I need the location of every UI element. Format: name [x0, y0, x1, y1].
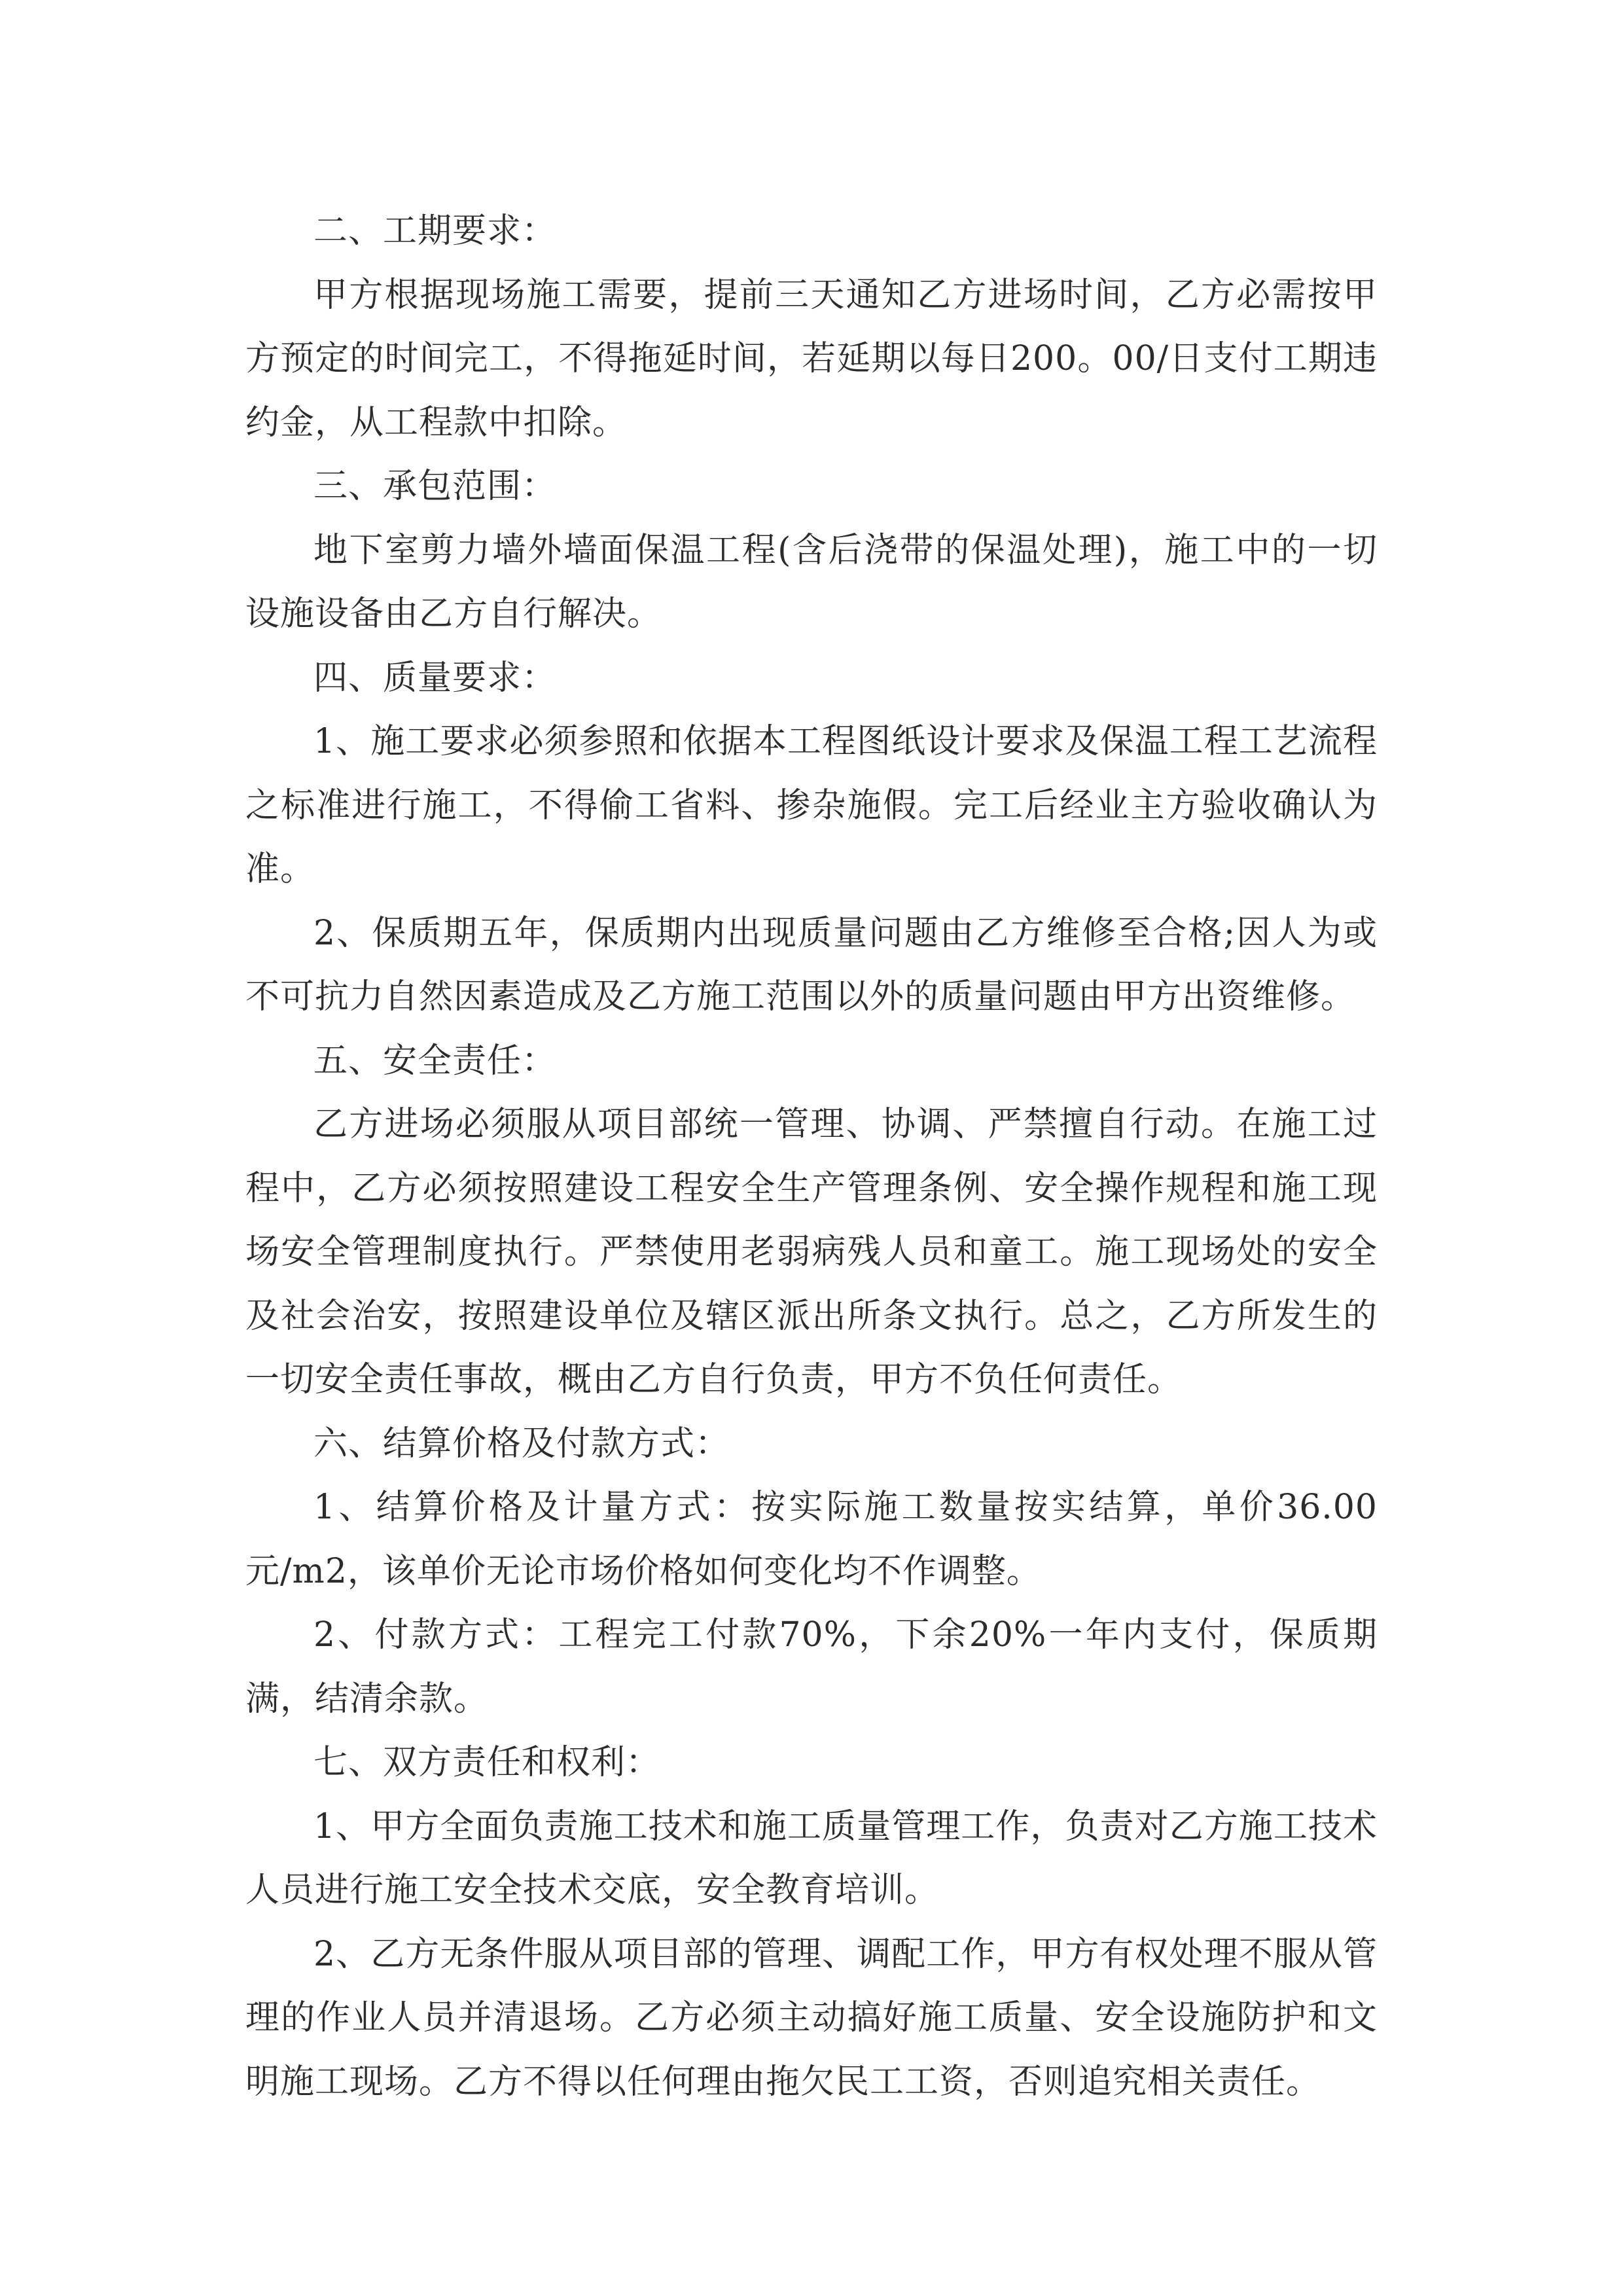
- paragraph-payment-2: 2、付款方式：工程完工付款70%，下余20%一年内支付，保质期满，结清余款。: [245, 1615, 1378, 1719]
- section-heading-quality: 四、质量要求：: [313, 658, 557, 698]
- paragraph-payment-1: 1、结算价格及计量方式：按实际施工数量按实结算，单价36.00元/m2，该单价无论市场价格如何变化均不作调整。: [245, 1488, 1378, 1591]
- paragraph-responsibilities-1: 1、甲方全面负责施工技术和施工质量管理工作，负责对乙方施工技术人员进行施工安全技术交底，安全教育培训。: [245, 1806, 1378, 1910]
- paragraph-schedule-terms: 甲方根据现场施工需要，提前三天通知乙方进场时间，乙方必需按甲方预定的时间完工，不得拖延时间，若延期以每日200。00/日支付工期违约金，从工程款中扣除。: [245, 275, 1378, 442]
- section-heading-schedule: 二、工期要求：: [313, 211, 557, 251]
- paragraph-safety-terms: 乙方进场必须服从项目部统一管理、协调、严禁擅自行动。在施工过程中，乙方必须按照建设工程安全生产管理条例、安全操作规程和施工现场安全管理制度执行。严禁使用老弱病残人员和童工。施工现场处的安全及社会治安，按照建设单位及辖区派出所条文执行。总之，乙方所发生的一切安全责任事故，概由乙方自行负责，甲方不负任何责任。: [245, 1105, 1378, 1399]
- section-heading-payment: 六、结算价格及付款方式：: [313, 1424, 730, 1463]
- section-heading-scope: 三、承包范围：: [313, 467, 557, 506]
- paragraph-quality-1: 1、施工要求必须参照和依据本工程图纸设计要求及保温工程工艺流程之标准进行施工，不得偷工省料、掺杂施假。完工后经业主方验收确认为准。: [245, 722, 1378, 889]
- section-heading-responsibilities: 七、双方责任和权利：: [313, 1743, 661, 1782]
- paragraph-quality-2: 2、保质期五年，保质期内出现质量问题由乙方维修至合格;因人为或不可抗力自然因素造成及乙方施工范围以外的质量问题由甲方出资维修。: [245, 913, 1378, 1016]
- section-heading-safety: 五、安全责任：: [313, 1041, 557, 1081]
- paragraph-scope-terms: 地下室剪力墙外墙面保温工程(含后浇带的保温处理)，施工中的一切设施设备由乙方自行解决。: [245, 530, 1378, 634]
- document-body: [245, 200, 1378, 2114]
- paragraph-responsibilities-2: 2、乙方无条件服从项目部的管理、调配工作，甲方有权处理不服从管理的作业人员并清退场。乙方必须主动搞好施工质量、安全设施防护和文明施工现场。乙方不得以任何理由拖欠民工工资，否则追究相关责任。: [245, 1934, 1378, 2102]
